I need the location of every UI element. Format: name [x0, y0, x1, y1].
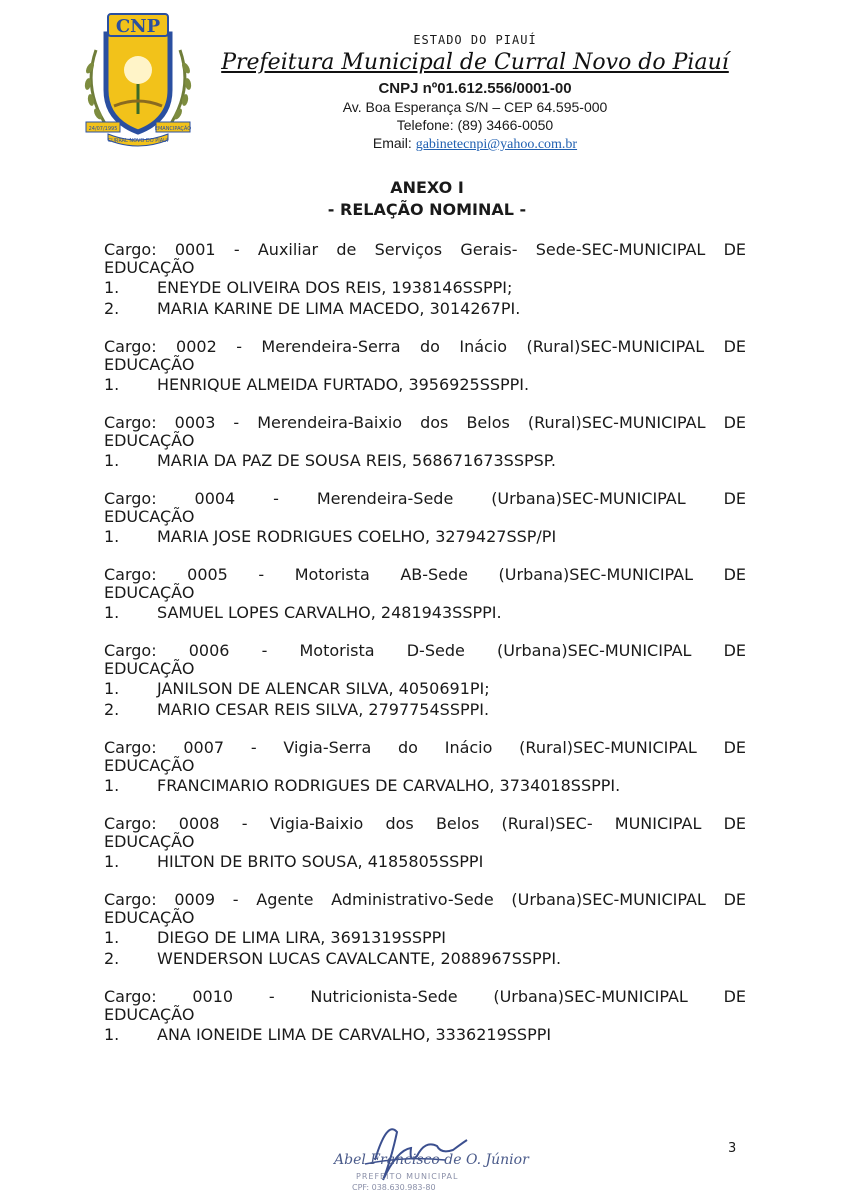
- logo-text: CNP: [115, 16, 161, 37]
- annex-subtitle: - RELAÇÃO NOMINAL -: [327, 200, 527, 219]
- list-item: [104, 298, 746, 319]
- list-item-person: DIEGO DE LIMA LIRA, 3691319SSPPI: [157, 928, 447, 947]
- list-item-person: MARIA JOSE RODRIGUES COELHO, 3279427SSP/PI: [157, 527, 557, 546]
- list-item: [104, 277, 746, 298]
- cargo-section: [104, 642, 746, 720]
- list-item-person: WENDERSON LUCAS CAVALCANTE, 2088967SSPPI.: [157, 949, 562, 968]
- list-item-person: MARIA DA PAZ DE SOUSA REIS, 568671673SSPSP.: [157, 451, 557, 470]
- list-item-person: FRANCIMARIO RODRIGUES DE CARVALHO, 3734018SSPPI.: [157, 776, 621, 795]
- nominal-list: [104, 241, 746, 1064]
- list-item: [104, 602, 746, 623]
- cargo-department: EDUCAÇÃO: [104, 908, 195, 927]
- page-number: 3: [728, 1141, 737, 1156]
- list-item-person: MARIO CESAR REIS SILVA, 2797754SSPPI.: [157, 700, 490, 719]
- cargo-title: Cargo: 0010 - Nutricionista-Sede (Urbana)SEC-MUNICIPAL DE: [104, 987, 746, 1006]
- cargo-title: Cargo: 0006 - Motorista D-Sede (Urbana)SEC-MUNICIPAL DE: [104, 641, 746, 660]
- cargo-title: Cargo: 0005 - Motorista AB-Sede (Urbana)SEC-MUNICIPAL DE: [104, 565, 746, 584]
- cargo-title: Cargo: 0004 - Merendeira-Sede (Urbana)SEC-MUNICIPAL DE: [104, 489, 746, 508]
- list-item-person: MARIA KARINE DE LIMA MACEDO, 3014267PI.: [157, 299, 521, 318]
- list-item: [104, 927, 746, 948]
- cargo-section: [104, 241, 746, 319]
- list-item-number: 1.: [104, 527, 120, 546]
- cargo-department: EDUCAÇÃO: [104, 355, 195, 374]
- list-item-person: ENEYDE OLIVEIRA DOS REIS, 1938146SSPPI;: [157, 278, 513, 297]
- cargo-department: EDUCAÇÃO: [104, 659, 195, 678]
- cargo-section: [104, 490, 746, 547]
- list-item-number: 1.: [104, 679, 120, 698]
- list-item-number: 1.: [104, 852, 120, 871]
- list-item: [104, 526, 746, 547]
- logo-banner-left: 24/07/1995: [88, 126, 118, 132]
- list-item-number: 2.: [104, 299, 120, 318]
- municipality-name: Prefeitura Municipal de Curral Novo do Piauí: [221, 50, 729, 75]
- list-item-number: 1.: [104, 1025, 120, 1044]
- cargo-section: [104, 566, 746, 623]
- list-item: [104, 775, 746, 796]
- cargo-section: [104, 414, 746, 471]
- address-line: Av. Boa Esperança S/N – CEP 64.595-000: [342, 99, 608, 115]
- list-item-person: JANILSON DE ALENCAR SILVA, 4050691PI;: [157, 679, 490, 698]
- cargo-title: Cargo: 0008 - Vigia-Baixio dos Belos (Rural)SEC- MUNICIPAL DE: [104, 814, 746, 833]
- email-line: [215, 135, 735, 153]
- cargo-department: EDUCAÇÃO: [104, 832, 195, 851]
- list-item-number: 2.: [104, 949, 120, 968]
- list-item: [104, 1024, 746, 1045]
- email-label: Email:: [372, 135, 416, 151]
- cargo-section: [104, 988, 746, 1045]
- list-item-number: 1.: [104, 776, 120, 795]
- cargo-title: Cargo: 0007 - Vigia-Serra do Inácio (Rural)SEC-MUNICIPAL DE: [104, 738, 746, 757]
- municipal-coat-of-arms-logo: [78, 10, 198, 150]
- phone-line: Telefone: (89) 3466-0050: [396, 117, 554, 133]
- cargo-title: Cargo: 0003 - Merendeira-Baixio dos Belos (Rural)SEC-MUNICIPAL DE: [104, 413, 746, 432]
- cargo-section: [104, 815, 746, 872]
- cargo-title: Cargo: 0002 - Merendeira-Serra do Inácio (Rural)SEC-MUNICIPAL DE: [104, 337, 746, 356]
- list-item: [104, 678, 746, 699]
- list-item-number: 1.: [104, 603, 120, 622]
- list-item-person: HILTON DE BRITO SOUSA, 4185805SSPPI: [157, 852, 484, 871]
- cargo-section: [104, 739, 746, 796]
- logo-banner-right: EMANCIPAÇÃO: [154, 126, 192, 132]
- cargo-section: [104, 891, 746, 969]
- cargo-department: EDUCAÇÃO: [104, 756, 195, 775]
- list-item: [104, 948, 746, 969]
- annex-title: ANEXO I: [390, 178, 464, 197]
- list-item-person: SAMUEL LOPES CARVALHO, 2481943SSPPI.: [157, 603, 502, 622]
- cargo-title: Cargo: 0009 - Agente Administrativo-Sede (Urbana)SEC-MUNICIPAL DE: [104, 890, 746, 909]
- signatory-cpf: CPF: 038.630.983-80: [352, 1183, 436, 1192]
- list-item-number: 1.: [104, 278, 120, 297]
- state-heading: ESTADO DO PIAUÍ: [413, 33, 537, 47]
- cargo-department: EDUCAÇÃO: [104, 431, 195, 450]
- cargo-department: EDUCAÇÃO: [104, 258, 195, 277]
- cargo-department: EDUCAÇÃO: [104, 1005, 195, 1024]
- cargo-title: Cargo: 0001 - Auxiliar de Serviços Gerais- Sede-SEC-MUNICIPAL DE: [104, 240, 746, 259]
- list-item-person: HENRIQUE ALMEIDA FURTADO, 3956925SSPPI.: [157, 375, 530, 394]
- cargo-department: EDUCAÇÃO: [104, 583, 195, 602]
- list-item-number: 1.: [104, 375, 120, 394]
- list-item: [104, 699, 746, 720]
- signatory-role: PREFEITO MUNICIPAL: [356, 1172, 459, 1181]
- list-item-person: ANA IONEIDE LIMA DE CARVALHO, 3336219SSPPI: [157, 1025, 552, 1044]
- list-item: [104, 450, 746, 471]
- list-item: [104, 851, 746, 872]
- cargo-section: [104, 338, 746, 395]
- cargo-department: EDUCAÇÃO: [104, 507, 195, 526]
- list-item-number: 1.: [104, 451, 120, 470]
- email-link[interactable]: gabinetecnpi@yahoo.com.br: [415, 137, 578, 152]
- logo-ribbon-text: CURRAL NOVO DO PIAUÍ: [107, 138, 169, 144]
- signatory-name: Abel Francisco de O. Júnior: [334, 1152, 529, 1168]
- list-item: [104, 374, 746, 395]
- list-item-number: 1.: [104, 928, 120, 947]
- cnpj-line: CNPJ nº01.612.556/0001-00: [378, 80, 572, 97]
- list-item-number: 2.: [104, 700, 120, 719]
